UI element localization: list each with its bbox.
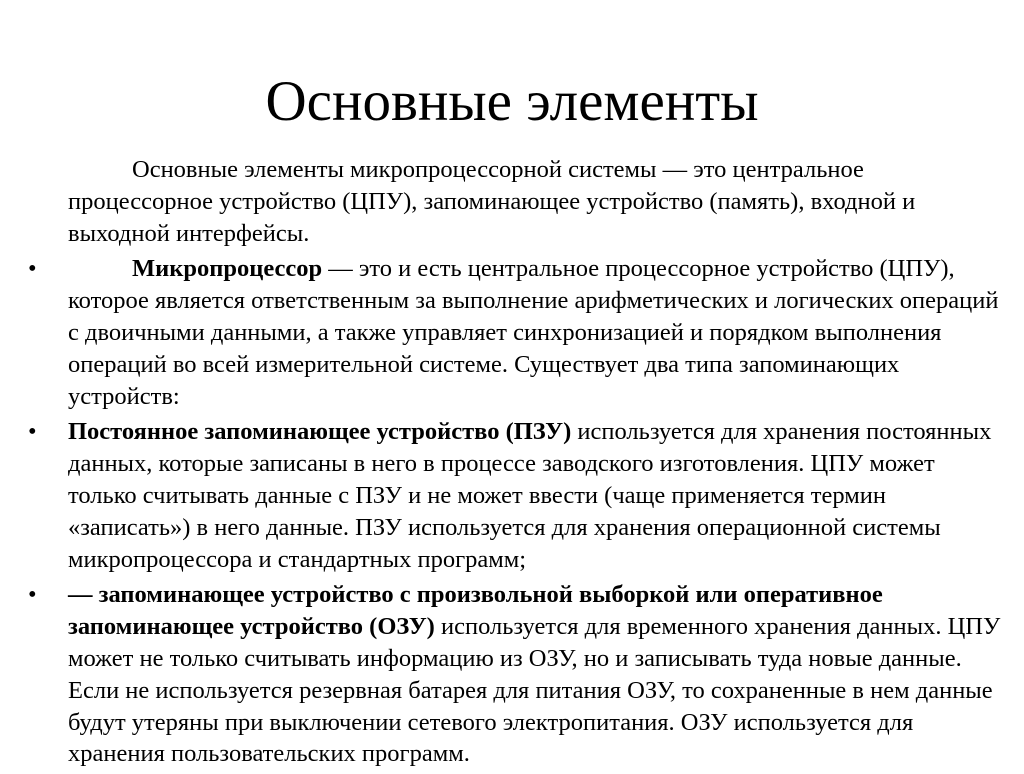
paragraph-text: Основные элементы микропроцессорной системы — это центральное процессорное устройство (ЦПУ), запоминающее устройство (память), входной и выходной интерфейсы. <box>68 156 916 247</box>
bullet-ram <box>28 579 1008 770</box>
bullet-rom <box>28 416 1008 575</box>
bullet-icon: • <box>28 418 37 446</box>
paragraph-intro <box>28 154 1008 249</box>
bullet-icon: • <box>28 255 37 283</box>
bullet-microprocessor <box>28 253 1008 412</box>
paragraph-text: — это и есть центральное процессорное устройство (ЦПУ), которое является ответственным за выполнение арифметических и логических операций с двоичными данными, а также управляет синхронизацией и порядком выполнения операций во всей измерительной системе. Существует два типа запоминающих устройств: <box>68 255 999 410</box>
paragraph-text: используется для временного хранения данных. ЦПУ может не только считывать информацию из ОЗУ, но и записывать туда новые данные. Если не используется резервная батарея для питания ОЗУ, то сохраненные в нем данные будут утеряны при выключении сетевого электропитания. ОЗУ используется для хранения пользовательских программ. <box>68 613 1001 768</box>
bullet-icon: • <box>28 581 37 609</box>
term-bold: Постоянное запоминающее устройство (ПЗУ) <box>68 418 572 446</box>
slide-body <box>28 154 1008 774</box>
paragraph-text: используется для хранения постоянных данных, которые записаны в него в процессе заводского изготовления. ЦПУ может только считывать данные с ПЗУ и не может ввести (чаще применяется термин «записать») в него данные. ПЗУ используется для хранения операционной системы микропроцессора и стандартных программ; <box>68 418 992 573</box>
term-bold: Микропроцессор <box>132 255 323 283</box>
term-bold: — запоминающее устройство с произвольной выборкой или оперативное запоминающее устройство (ОЗУ) <box>68 581 883 641</box>
slide-title: Основные элементы <box>265 70 759 133</box>
